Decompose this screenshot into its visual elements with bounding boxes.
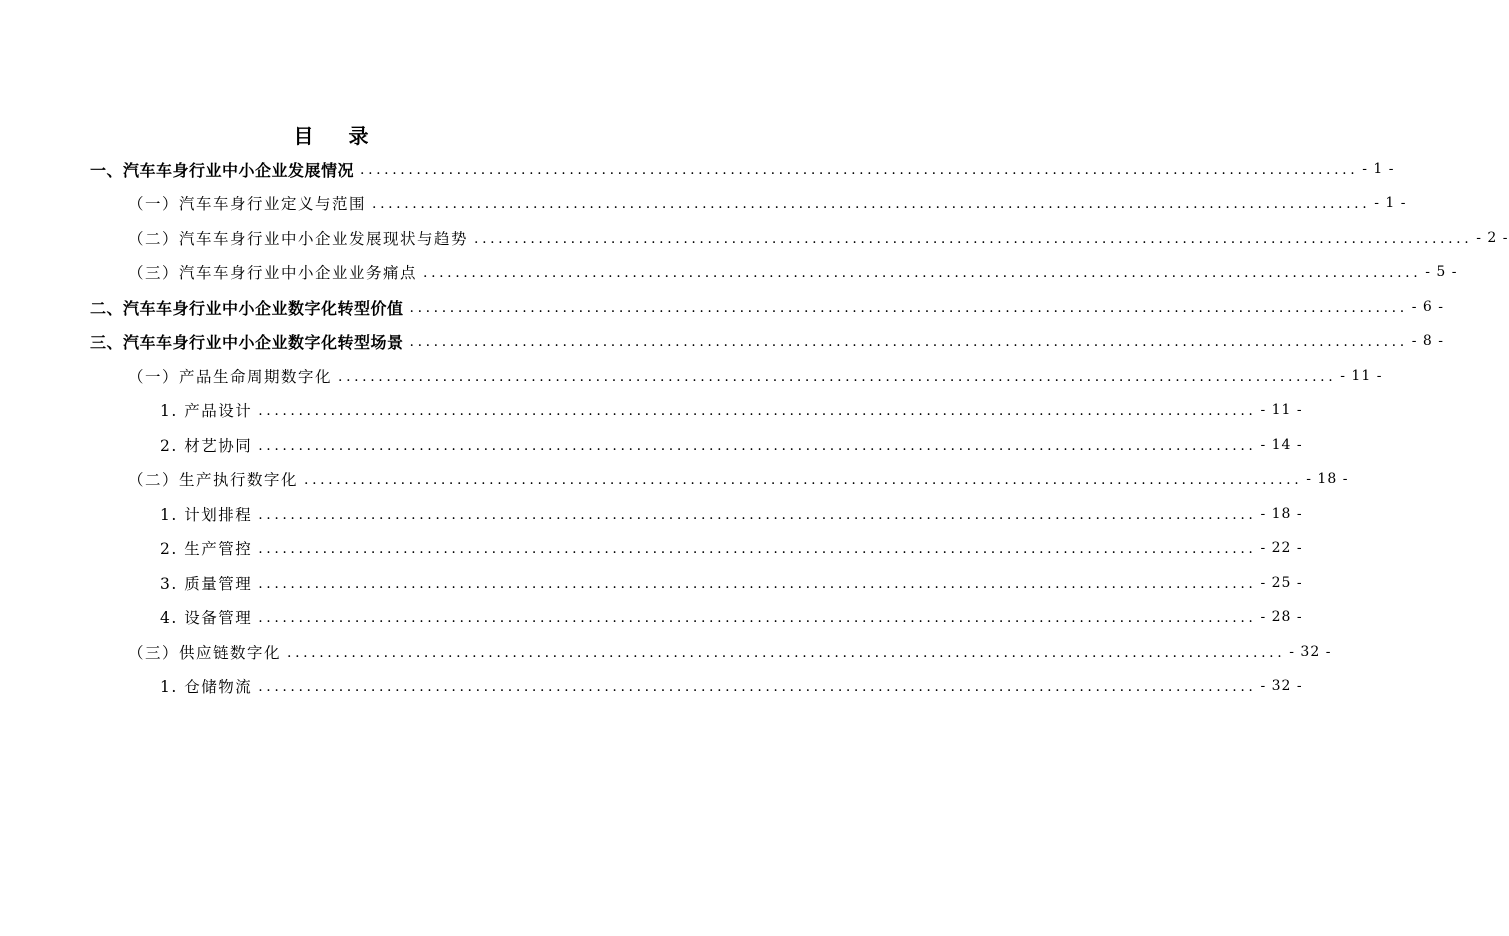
- dot-leader: ............................................................................................................................: [304, 472, 1303, 488]
- toc-page-number: - 5 -: [1425, 264, 1458, 280]
- toc-entry-label: 三、汽车车身行业中小企业数字化转型场景: [90, 332, 404, 352]
- toc-page-number: - 6 -: [1411, 299, 1445, 315]
- toc-page-number: - 25 -: [1260, 575, 1303, 591]
- toc-page-number: - 11 -: [1340, 368, 1383, 384]
- toc-entry-label: （二）汽车车身行业中小企业发展现状与趋势: [128, 230, 469, 248]
- toc-page-number: - 1 -: [1362, 161, 1395, 177]
- dot-leader: ............................................................................................................................: [258, 438, 1257, 454]
- toc-page-number: - 8 -: [1411, 333, 1445, 349]
- toc-entry-label: 二、汽车车身行业中小企业数字化转型价值: [90, 298, 404, 318]
- toc-entry[interactable]: [128, 359, 1383, 393]
- toc-page-number: - 18 -: [1306, 471, 1349, 487]
- toc-entry[interactable]: [128, 462, 1349, 496]
- toc-page-number: - 22 -: [1260, 540, 1303, 556]
- dot-leader: ............................................................................................................................: [409, 334, 1408, 350]
- toc-entry-label: （三）汽车车身行业中小企业业务痛点: [128, 264, 418, 282]
- dot-leader: ............................................................................................................................: [360, 162, 1359, 178]
- toc-entry-label: 1. 产品设计: [160, 402, 253, 420]
- dot-leader: ............................................................................................................................: [423, 265, 1422, 281]
- toc-entry-label: （二）生产执行数字化: [128, 471, 299, 489]
- toc-page-number: - 32 -: [1289, 644, 1332, 660]
- toc-entry-label: 一、汽车车身行业中小企业发展情况: [90, 160, 355, 180]
- dot-leader: ............................................................................................................................: [372, 196, 1371, 212]
- toc-entry[interactable]: [128, 255, 1458, 289]
- toc-entry[interactable]: [128, 221, 1509, 255]
- toc-entry-label: （三）供应链数字化: [128, 644, 282, 662]
- dot-leader: ............................................................................................................................: [474, 231, 1473, 247]
- toc-page-number: - 2 -: [1476, 230, 1509, 246]
- toc-entry[interactable]: [90, 290, 1445, 324]
- toc-entry[interactable]: [128, 635, 1332, 669]
- toc-title: 目 录: [293, 124, 383, 148]
- toc-entry[interactable]: [90, 152, 1395, 186]
- dot-leader: ............................................................................................................................: [258, 679, 1257, 695]
- toc-page-number: - 32 -: [1260, 678, 1303, 694]
- toc-entry-label: 3. 质量管理: [160, 575, 253, 593]
- toc-page-number: - 18 -: [1260, 506, 1303, 522]
- toc-entry-label: 1. 计划排程: [160, 506, 253, 524]
- dot-leader: ............................................................................................................................: [258, 541, 1257, 557]
- toc-entry[interactable]: [160, 497, 1303, 531]
- toc-entry[interactable]: [160, 566, 1303, 600]
- toc-page-number: - 11 -: [1260, 402, 1303, 418]
- dot-leader: ............................................................................................................................: [258, 610, 1257, 626]
- dot-leader: ............................................................................................................................: [409, 300, 1408, 316]
- dot-leader: ............................................................................................................................: [287, 645, 1286, 661]
- toc-page-number: - 28 -: [1260, 609, 1303, 625]
- dot-leader: ............................................................................................................................: [258, 576, 1257, 592]
- toc-entry[interactable]: [90, 324, 1445, 358]
- dot-leader: ............................................................................................................................: [338, 369, 1337, 385]
- toc-entry-label: 1. 仓储物流: [160, 678, 253, 696]
- toc-entry-label: 2. 生产管控: [160, 540, 253, 558]
- toc-entry-label: （一）产品生命周期数字化: [128, 368, 333, 386]
- toc-entry[interactable]: [160, 600, 1303, 634]
- toc-entry[interactable]: [160, 428, 1303, 462]
- toc-page-number: - 1 -: [1374, 195, 1407, 211]
- toc-entry[interactable]: [160, 531, 1303, 565]
- toc-entry[interactable]: [128, 186, 1407, 220]
- toc-entry-label: 2. 材艺协同: [160, 437, 253, 455]
- toc-entry-label: 4. 设备管理: [160, 609, 253, 627]
- toc-entry[interactable]: [160, 669, 1303, 703]
- toc-entry[interactable]: [160, 393, 1303, 427]
- toc-entry-label: （一）汽车车身行业定义与范围: [128, 195, 367, 213]
- toc-page-number: - 14 -: [1260, 437, 1303, 453]
- dot-leader: ............................................................................................................................: [258, 507, 1257, 523]
- dot-leader: ............................................................................................................................: [258, 403, 1257, 419]
